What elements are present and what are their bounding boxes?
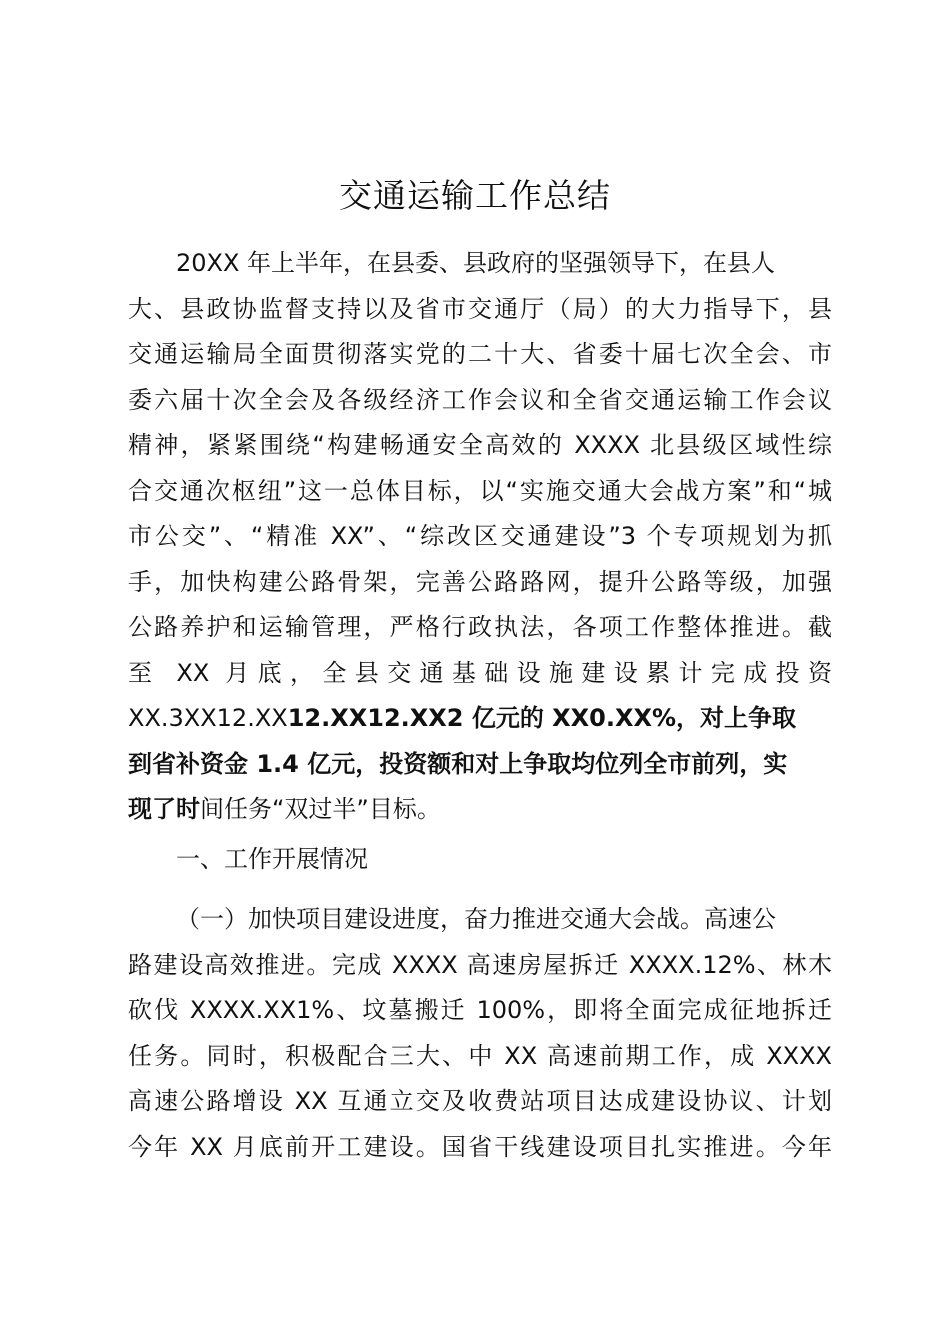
text-line: 合交通次枢纽”这一总体目标，以“实施交通大会战方案”和“城	[128, 476, 832, 505]
text-line: 高速公路增设 XX 互通立交及收费站项目达成建设协议、计划	[128, 1087, 832, 1115]
text-bold: 12.XX12.XX2 亿元的 XX0.XX%，对上争取	[287, 704, 797, 732]
document-title: 交通运输工作总结	[339, 176, 611, 215]
text-normal: 间任务“双过半”目标。	[200, 795, 441, 823]
paragraph-summary	[128, 241, 832, 833]
heading-text: 一、工作开展情况	[176, 845, 368, 873]
text-line: 路建设高效推进。完成 XXXX 高速房屋拆迁 XXXX.12%、林木	[128, 950, 832, 979]
text-line: （一）加快项目建设进度，奋力推进交通大会战。高速公	[176, 905, 776, 933]
text-line: 任务。同时，积极配合三大、中 XX 高速前期工作，成 XXXX	[128, 1041, 832, 1070]
text-line	[128, 696, 832, 742]
text-line: 手，加快构建公路骨架，完善公路路网，提升公路等级，加强	[128, 567, 832, 596]
text-line: 交通运输局全面贯彻落实党的二十大、省委十届七次全会、市	[128, 340, 832, 368]
text-line: 大、县政协监督支持以及省市交通厅（局）的大力指导下，县	[128, 294, 832, 323]
text-line-bold: 到省补资金 1.4 亿元，投资额和对上争取均位列全市前列，实	[128, 749, 788, 778]
text-line: 20XX 年上半年，在县委、县政府的坚强领导下，在县人	[176, 249, 776, 277]
text-bold: 现了时	[128, 795, 200, 823]
section-heading	[128, 837, 832, 883]
text-line: 至 XX 月底，全县交通基础设施建设累计完成投资	[128, 658, 832, 687]
text-normal: XX.3XX12.XX	[128, 704, 288, 732]
text-line: 委六届十次全会及各级经济工作会议和全省交通运输工作会议	[128, 385, 832, 414]
text-line: 公路养护和运输管理，严格行政执法，各项工作整体推进。截	[128, 613, 832, 641]
text-line: 今年 XX 月底前开工建设。国省干线建设项目扎实推进。今年	[128, 1132, 832, 1161]
text-line: 精神，紧紧围绕“构建畅通安全高效的 XXXX 北县级区域性综	[128, 431, 832, 459]
paragraph-project-progress	[128, 897, 832, 1170]
text-line: 砍伐 XXXX.XX1%、坟墓搬迁 100%，即将全面完成征地拆迁	[128, 996, 832, 1024]
text-line: 市公交”、“精准 XX”、“综改区交通建设”3 个专项规划为抓	[128, 522, 832, 550]
text-line	[128, 787, 832, 833]
